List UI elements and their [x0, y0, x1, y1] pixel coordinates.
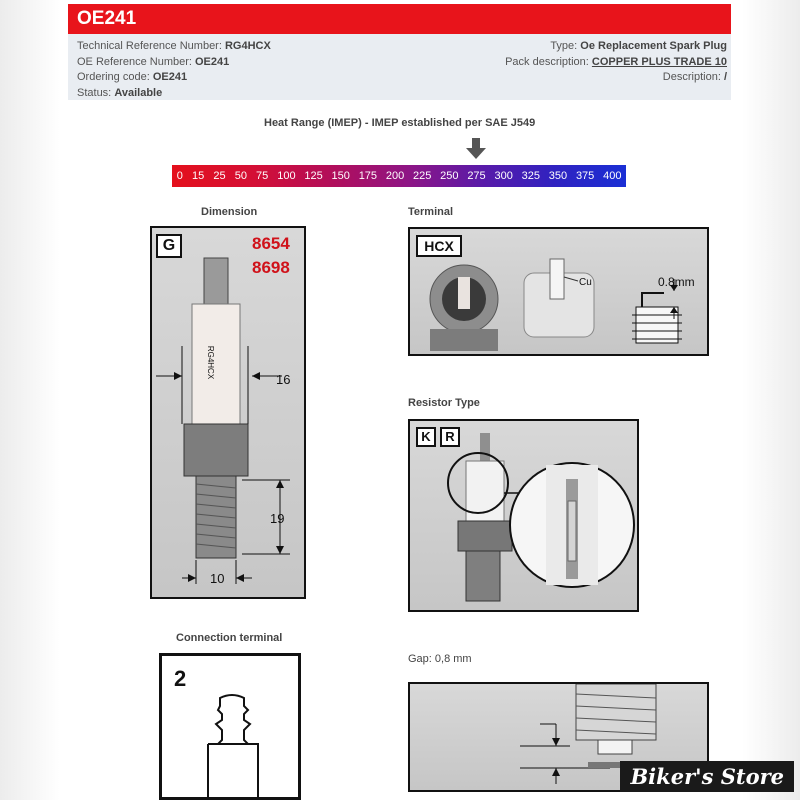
heat-tick: 375: [575, 170, 595, 182]
resistor-badge-r: R: [440, 427, 460, 447]
gap-08mm-label: 0.8mm: [658, 275, 695, 289]
dimension-16: 16: [276, 372, 291, 387]
heat-tick: 325: [521, 170, 540, 182]
heat-tick: 50: [234, 170, 247, 182]
ordering-row: Ordering code: OE241: [77, 71, 188, 83]
info-right: [505, 39, 727, 86]
terminal-caption: Terminal: [408, 206, 454, 218]
connection-panel: [159, 653, 301, 800]
pack-row: Pack description: COPPER PLUS TRADE 10: [505, 55, 727, 68]
tech-ref-row: Technical Reference Number: RG4HCX: [77, 40, 271, 52]
dimension-panel: [150, 226, 306, 599]
dimension-badge: G: [156, 234, 182, 258]
info-left: [77, 39, 271, 101]
terminal-badge: HCX: [416, 235, 462, 257]
heat-tick: 75: [256, 170, 269, 182]
terminal-panel: [408, 227, 709, 356]
left-shadow: [0, 0, 60, 800]
heat-tick: 200: [385, 170, 405, 182]
right-shadow: [742, 0, 800, 800]
resistor-caption: Resistor Type: [408, 397, 480, 409]
heat-tick: 175: [358, 170, 378, 182]
dimension-caption: Dimension: [201, 206, 258, 218]
resistor-drawing: [410, 421, 639, 612]
code-8698: 8698: [252, 258, 290, 277]
heat-range-title: Heat Range (IMEP) - IMEP established per SAE J549: [264, 117, 536, 129]
connection-terminal-drawing: [162, 656, 301, 800]
heat-tick: 125: [304, 170, 323, 182]
heat-tick: 225: [413, 170, 432, 182]
heat-tick: 400: [603, 170, 622, 182]
spark-plug-dimension-drawing: [152, 228, 306, 599]
info-box: [68, 34, 731, 100]
heat-tick: 350: [548, 170, 568, 182]
resistor-badge-k: K: [416, 427, 436, 447]
heat-tick: 250: [440, 170, 459, 182]
bikers-store-watermark: Biker's Store: [620, 761, 794, 792]
resistor-panel: [408, 419, 639, 612]
status-row: Status: Available: [77, 86, 163, 99]
code-8654: 8654: [252, 234, 290, 253]
heat-range-bar: [172, 165, 626, 187]
dimension-10: 10: [210, 571, 225, 586]
gap-caption: Gap: 0,8 mm: [408, 653, 472, 665]
down-arrow-icon: [466, 138, 486, 160]
plug-text: RG4HCX: [206, 345, 216, 380]
heat-tick: 0: [176, 170, 183, 182]
heat-tick: 25: [213, 170, 226, 182]
connection-caption: Connection terminal: [176, 632, 283, 644]
heat-tick: 275: [467, 170, 486, 182]
heat-tick: 300: [494, 170, 513, 182]
dimension-19: 19: [270, 511, 285, 526]
description-row: Description: /: [662, 71, 727, 83]
electrode-drawings: [410, 229, 709, 356]
copper-label: Cu: [579, 277, 592, 288]
heat-tick: 150: [331, 170, 350, 182]
pack-description-link[interactable]: COPPER PLUS TRADE 10: [591, 55, 727, 68]
product-title: OE241: [68, 4, 731, 34]
type-row: Type: Oe Replacement Spark Plug: [550, 40, 727, 52]
oe-ref-row: OE Reference Number: OE241: [77, 55, 230, 68]
connection-badge: 2: [174, 666, 187, 691]
heat-tick: 100: [277, 170, 296, 182]
heat-tick: 15: [192, 170, 205, 182]
